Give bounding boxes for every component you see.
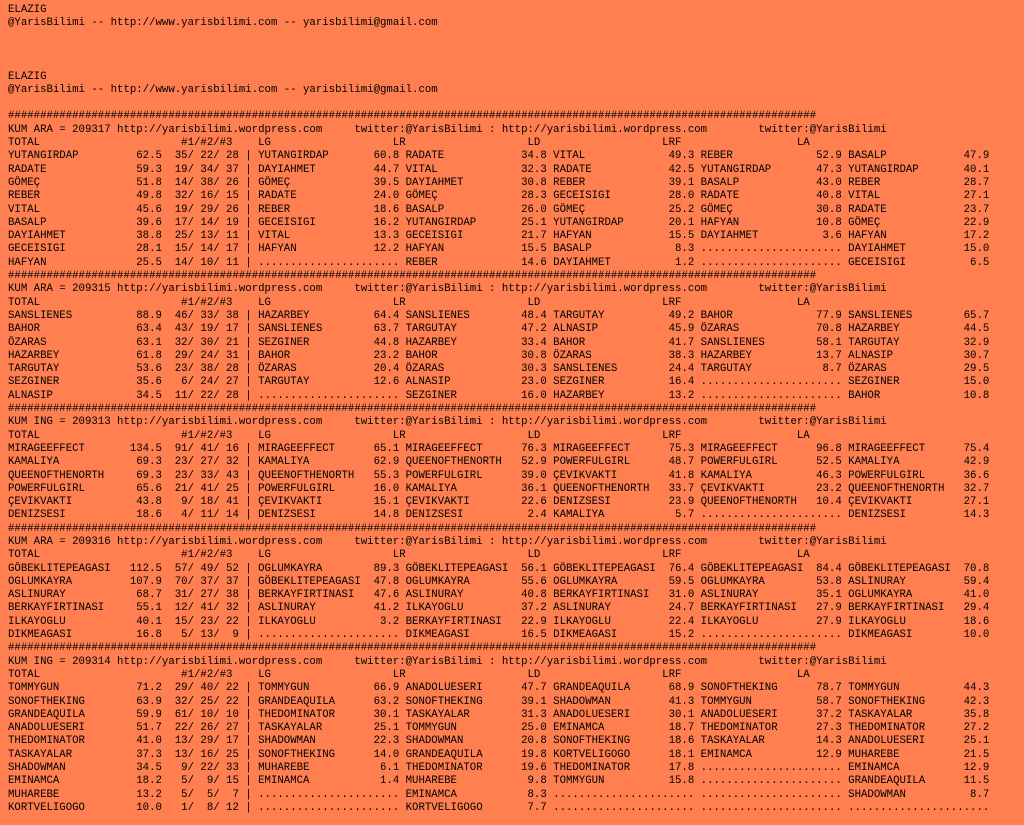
column-header: TOTAL #1/#2/#3 LG LR LD LRF LA [8,137,810,150]
table-row: SHADOWMAN 34.5 9/ 22/ 33 | MUHAREBE 6.1 THEDOMINATOR 19.6 THEDOMINATOR 17.8 ...................... EMINAMCA 12.9 [8,762,990,775]
table-row: GÖMEÇ 51.8 14/ 38/ 26 | GÖMEÇ 39.5 DAYIAHMET 30.8 REBER 39.1 BASALP 43.0 REBER 28.7 [8,176,990,189]
header-title: ELAZIG [8,4,47,16]
table-row: MIRAGEEFFECT 134.5 91/ 41/ 16 | MIRAGEEFFECT 65.1 MIRAGEEFFECT 76.3 MIRAGEEFFECT 75.3 MIRAGEEFFECT 96.8 MIRAGEEFFECT 75.4 [8,442,990,455]
table-row: YUTANGIRDAP 62.5 35/ 22/ 28 | YUTANGIRDAP 60.8 RADATE 34.8 VITAL 49.3 REBER 52.9 BASALP 47.9 [8,150,990,163]
table-row: DAYIAHMET 38.8 25/ 13/ 11 | VITAL 13.3 GECEISIGI 21.7 HAFYAN 15.5 DAYIAHMET 3.6 HAFYAN 17.2 [8,230,990,243]
table-row: ÇEVIKVAKTI 43.8 9/ 18/ 41 | ÇEVIKVAKTI 15.1 ÇEVIKVAKTI 22.6 DENIZSESI 23.9 QUEENOFTHENORTH 10.4 ÇEVIKVAKTI 27.1 [8,496,990,509]
section-separator: ############################################################################################################################## [8,522,817,535]
section-title: KUM ARA = 209317 http://yarisbilimi.wordpress.com twitter:@YarisBilimi : http://yarisbilimi.wordpress.com twitter:@YarisBilimi [8,123,887,136]
table-row: KAMALIYA 69.3 23/ 27/ 32 | KAMALIYA 62.9 QUEENOFTHENORTH 52.9 POWERFULGIRL 48.7 POWERFULGIRL 52.5 KAMALIYA 42.9 [8,456,990,469]
header-title: ELAZIG [8,70,47,83]
table-row: ÖZARAS 63.1 32/ 30/ 21 | SEZGINER 44.8 HAZARBEY 33.4 BAHOR 41.7 SANSLIENES 58.1 TARGUTAY 32.9 [8,336,990,349]
section-title: KUM ARA = 209316 http://yarisbilimi.wordpress.com twitter:@YarisBilimi : http://yarisbilimi.wordpress.com twitter:@YarisBilimi [8,535,887,548]
race-section [8,283,1024,403]
table-row: HAFYAN 25.5 14/ 10/ 11 | ...................... REBER 14.6 DAYIAHMET 1.2 ...................... GECEISIGI 6.5 [8,256,990,269]
table-row: SEZGINER 35.6 6/ 24/ 27 | TARGUTAY 12.6 ALNASIP 23.0 SEZGINER 16.4 ...................... SEZGINER 15.0 [8,376,990,389]
table-row: DENIZSESI 18.6 4/ 11/ 14 | DENIZSESI 14.8 DENIZSESI 2.4 KAMALIYA 5.7 ...................... DENIZSESI 14.3 [8,509,990,522]
column-header: TOTAL #1/#2/#3 LG LR LD LRF LA [8,549,810,562]
column-header: TOTAL #1/#2/#3 LG LR LD LRF LA [8,429,810,442]
table-row: TASKAYALAR 37.3 13/ 16/ 25 | SONOFTHEKING 14.0 GRANDEAQUILA 19.8 KORTVELIGOGO 18.1 EMINAMCA 12.9 MUHAREBE 21.5 [8,748,990,761]
table-row: RADATE 59.3 19/ 34/ 37 | DAYIAHMET 44.7 VITAL 32.3 RADATE 42.5 YUTANGIRDAP 47.3 YUTANGIRDAP 40.1 [8,163,990,176]
table-row: MUHAREBE 13.2 5/ 5/ 7 | ...................... EMINAMCA 8.3 ...................... ...................... SHADOWMAN 8.7 [8,788,990,801]
race-section [8,656,1024,816]
table-row: OGLUMKAYRA 107.9 70/ 37/ 37 | GÖBEKLITEPEAGASI 47.8 OGLUMKAYRA 55.6 OGLUMKAYRA 59.5 OGLUMKAYRA 53.8 ASLINURAY 59.4 [8,575,990,588]
table-row: BASALP 39.6 17/ 14/ 19 | GECEISIGI 16.2 YUTANGIRDAP 25.1 YUTANGIRDAP 20.1 HAFYAN 10.8 GÖMEÇ 22.9 [8,216,990,229]
table-row: GÖBEKLITEPEAGASI 112.5 57/ 49/ 52 | OGLUMKAYRA 89.3 GÖBEKLITEPEAGASI 56.1 GÖBEKLITEPEAGASI 76.4 GÖBEKLITEPEAGASI 84.4 GÖBEKLITEPEAGASI 70.8 [8,562,990,575]
table-row: ALNASIP 34.5 11/ 22/ 28 | ...................... SEZGINER 16.0 HAZARBEY 13.2 ...................... BAHOR 10.8 [8,389,990,402]
section-separator: ############################################################################################################################## [8,403,817,416]
header-block-1 [8,4,1024,31]
header-block-2 [8,71,1024,98]
race-section [8,124,1024,270]
column-header: TOTAL #1/#2/#3 LG LR LD LRF LA [8,668,810,681]
table-row: GRANDEAQUILA 59.9 61/ 10/ 10 | THEDOMINATOR 30.1 TASKAYALAR 31.3 ANADOLUESERI 30.1 ANADOLUESERI 37.2 TASKAYALAR 35.8 [8,708,990,721]
header-contact: @YarisBilimi -- http://www.yarisbilimi.com -- yarisbilimi@gmail.com [8,83,438,96]
table-row: BERKAYFIRTINASI 55.1 12/ 41/ 32 | ASLINURAY 41.2 ILKAYOGLU 37.2 ASLINURAY 24.7 BERKAYFIRTINASI 27.9 BERKAYFIRTINASI 29.4 [8,602,990,615]
section-separator: ############################################################################################################################## [8,270,817,283]
table-row: EMINAMCA 18.2 5/ 9/ 15 | EMINAMCA 1.4 MUHAREBE 9.8 TOMMYGUN 15.8 ...................... GRANDEAQUILA 11.5 [8,775,990,788]
table-row: VITAL 45.6 19/ 29/ 26 | REBER 18.6 BASALP 26.0 GÖMEÇ 25.2 GÖMEÇ 30.8 RADATE 23.7 [8,203,990,216]
table-row: THEDOMINATOR 41.0 13/ 29/ 17 | SHADOWMAN 22.3 SHADOWMAN 20.8 SONOFTHEKING 18.6 TASKAYALAR 14.3 ANADOLUESERI 25.1 [8,735,990,748]
table-row: KORTVELIGOGO 10.0 1/ 8/ 12 | ...................... KORTVELIGOGO 7.7 ...................... ...................... ...................... [8,801,990,814]
spacer [8,31,1024,71]
table-row: TOMMYGUN 71.2 29/ 40/ 22 | TOMMYGUN 66.9 ANADOLUESERI 47.7 GRANDEAQUILA 68.9 SONOFTHEKING 78.7 TOMMYGUN 44.3 [8,682,990,695]
race-section [8,536,1024,642]
table-row: GECEISIGI 28.1 15/ 14/ 17 | HAFYAN 12.2 HAFYAN 15.5 BASALP 8.3 ...................... DAYIAHMET 15.0 [8,243,990,256]
table-row: BAHOR 63.4 43/ 19/ 17 | SANSLIENES 63.7 TARGUTAY 47.2 ALNASIP 45.9 ÖZARAS 70.8 HAZARBEY 44.5 [8,323,990,336]
table-row: ILKAYOGLU 40.1 15/ 23/ 22 | ILKAYOGLU 3.2 BERKAYFIRTINASI 22.9 ILKAYOGLU 22.4 ILKAYOGLU 27.9 ILKAYOGLU 18.6 [8,615,990,628]
column-header: TOTAL #1/#2/#3 LG LR LD LRF LA [8,296,810,309]
race-section [8,416,1024,522]
section-separator: ############################################################################################################################## [8,110,817,123]
table-row: REBER 49.8 32/ 16/ 15 | RADATE 24.0 GÖMEÇ 28.3 GECEISIGI 28.0 RADATE 40.8 VITAL 27.1 [8,190,990,203]
section-title: KUM ING = 209314 http://yarisbilimi.wordpress.com twitter:@YarisBilimi : http://yarisbilimi.wordpress.com twitter:@YarisBilimi [8,655,887,668]
header-contact: @YarisBilimi -- http://www.yarisbilimi.com -- yarisbilimi@gmail.com [8,17,438,30]
section-separator: ############################################################################################################################## [8,642,817,655]
table-row: ANADOLUESERI 51.7 22/ 26/ 27 | TASKAYALAR 25.1 TOMMYGUN 25.0 EMINAMCA 18.7 THEDOMINATOR 27.3 THEDOMINATOR 27.2 [8,722,990,735]
table-row: SANSLIENES 88.9 46/ 33/ 38 | HAZARBEY 64.4 SANSLIENES 48.4 TARGUTAY 49.2 BAHOR 77.9 SANSLIENES 65.7 [8,309,990,322]
table-row: SONOFTHEKING 63.9 32/ 25/ 22 | GRANDEAQUILA 63.2 SONOFTHEKING 39.1 SHADOWMAN 41.3 TOMMYGUN 58.7 SONOFTHEKING 42.3 [8,695,990,708]
section-title: KUM ING = 209313 http://yarisbilimi.wordpress.com twitter:@YarisBilimi : http://yarisbilimi.wordpress.com twitter:@YarisBilimi [8,416,887,429]
table-row: ASLINURAY 68.7 31/ 27/ 38 | BERKAYFIRTINASI 47.6 ASLINURAY 40.8 BERKAYFIRTINASI 31.0 ASLINURAY 35.1 OGLUMKAYRA 41.0 [8,589,990,602]
table-row: TARGUTAY 53.6 23/ 38/ 28 | ÖZARAS 20.4 ÖZARAS 30.3 SANSLIENES 24.4 TARGUTAY 8.7 ÖZARAS 29.5 [8,363,990,376]
table-row: QUEENOFTHENORTH 69.3 23/ 33/ 43 | QUEENOFTHENORTH 55.3 POWERFULGIRL 39.0 ÇEVIKVAKTI 41.8 KAMALIYA 46.3 POWERFULGIRL 36.6 [8,469,990,482]
race-sections [8,110,1024,815]
table-row: DIKMEAGASI 16.8 5/ 13/ 9 | ...................... DIKMEAGASI 16.5 DIKMEAGASI 15.2 ...................... DIKMEAGASI 10.0 [8,629,990,642]
table-row: HAZARBEY 61.8 29/ 24/ 31 | BAHOR 23.2 BAHOR 30.8 ÖZARAS 38.3 HAZARBEY 13.7 ALNASIP 30.7 [8,349,990,362]
section-title: KUM ARA = 209315 http://yarisbilimi.wordpress.com twitter:@YarisBilimi : http://yarisbilimi.wordpress.com twitter:@YarisBilimi [8,283,887,296]
table-row: POWERFULGIRL 65.6 21/ 41/ 25 | POWERFULGIRL 16.0 KAMALIYA 36.1 QUEENOFTHENORTH 33.7 ÇEVIKVAKTI 23.2 QUEENOFTHENORTH 32.7 [8,482,990,495]
blank-line [8,97,1024,110]
